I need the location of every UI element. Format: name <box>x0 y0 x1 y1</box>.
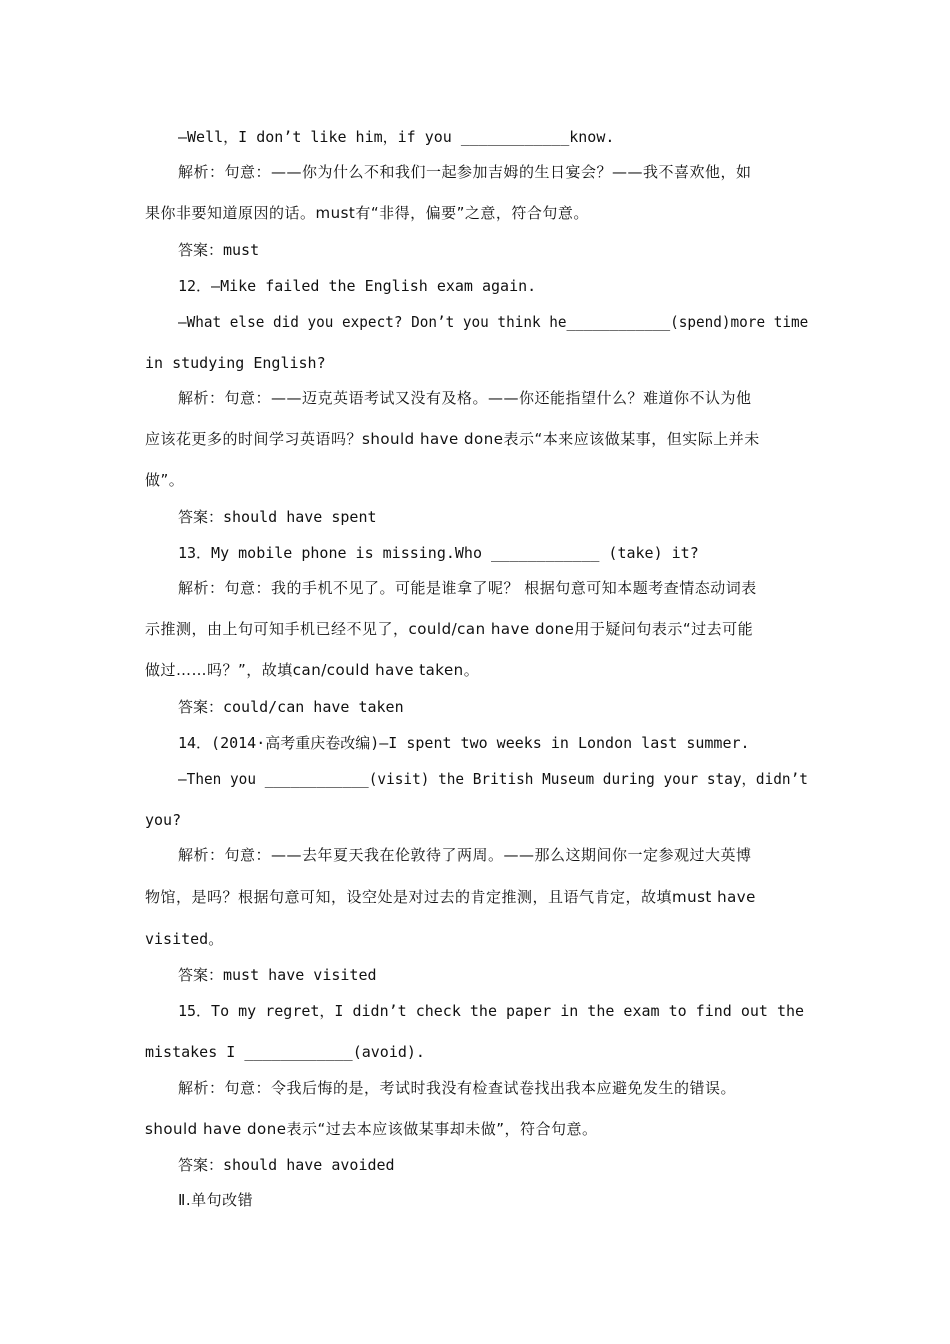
analysis-line: 解析：句意：我的手机不见了。可能是谁拿了呢？ 根据句意可知本题考查情态动词表 <box>178 579 757 597</box>
analysis-line: 解析：句意：令我后悔的是，考试时我没有检查试卷找出我本应避免发生的错误。 <box>178 1079 737 1097</box>
analysis-line: 解析：句意：——你为什么不和我们一起参加吉姆的生日宴会？——我不喜欢他，如 <box>178 163 752 181</box>
analysis-line: visited。 <box>145 930 224 948</box>
answer-line: 答案：must <box>178 241 260 259</box>
analysis-line: 物馆，是吗？根据句意可知，设空处是对过去的肯定推测，且语气肯定，故填must have <box>145 888 756 906</box>
question-12: 12．—Mike failed the English exam again. <box>178 277 537 295</box>
dialogue-line: in studying English? <box>145 354 326 372</box>
dialogue-line: —Well，I don’t like him，if you ____________know. <box>178 128 615 146</box>
answer-line: 答案：should have avoided <box>178 1156 395 1174</box>
analysis-line: 解析：句意：——迈克英语考试又没有及格。——你还能指望什么？难道你不认为他 <box>178 389 752 407</box>
question-line: mistakes I ____________(avoid). <box>145 1043 425 1061</box>
dialogue-line: —Then you ____________(visit) the British Museum during your stay，didn’t <box>178 770 808 788</box>
question-13: 13．My mobile phone is missing.Who ____________ (take) it? <box>178 544 699 562</box>
analysis-line: 做过……吗？”，故填can/could have taken。 <box>145 661 480 679</box>
analysis-line: should have done表示“过去本应该做某事却未做”，符合句意。 <box>145 1120 598 1138</box>
question-14: 14．(2014·高考重庆卷改编)—I spent two weeks in London last summer. <box>178 734 750 752</box>
analysis-line: 做”。 <box>145 471 185 489</box>
answer-line: 答案：should have spent <box>178 508 377 526</box>
analysis-line: 果你非要知道原因的话。must有“非得，偏要”之意，符合句意。 <box>145 204 589 222</box>
answer-line: 答案：could/can have taken <box>178 698 404 716</box>
analysis-line: 应该花更多的时间学习英语吗？should have done表示“本来应该做某事，但实际上并未 <box>145 430 760 448</box>
analysis-line: 解析：句意：——去年夏天我在伦敦待了两周。——那么这期间你一定参观过大英博 <box>178 846 752 864</box>
analysis-line: 示推测，由上句可知手机已经不见了，could/can have done用于疑问句表示“过去可能 <box>145 620 754 638</box>
answer-line: 答案：must have visited <box>178 966 377 984</box>
section-heading: Ⅱ.单句改错 <box>178 1191 254 1209</box>
question-15: 15．To my regret，I didn’t check the paper in the exam to find out the <box>178 1002 805 1020</box>
dialogue-line: —What else did you expect? Don’t you think he____________(spend)more time <box>178 313 809 331</box>
dialogue-line: you? <box>145 811 182 829</box>
